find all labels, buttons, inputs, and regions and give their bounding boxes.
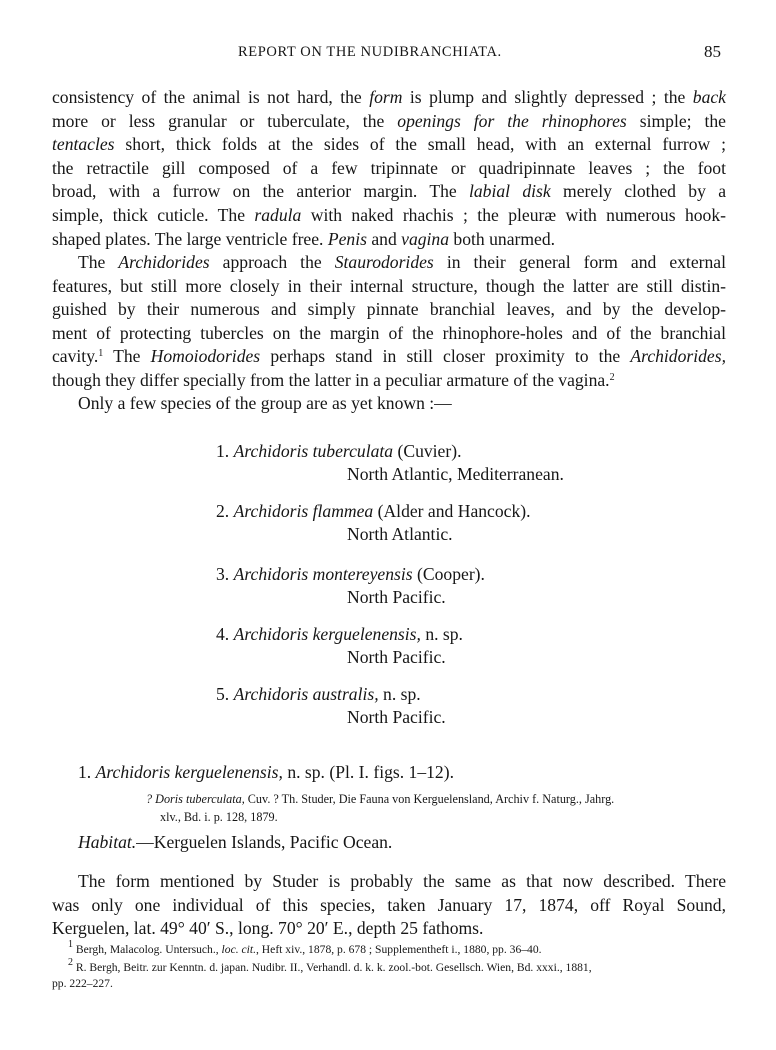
running-header [0,44,776,66]
species-heading: 1. Archidoris kerguelenensis, n. sp. (Pl. I. figs. 1–12). [78,762,454,782]
text-line: The Archidorides approach the Staurodorides in their general form and external [78,252,726,272]
paragraph-anatomy [52,86,726,251]
synonymy-entry: ? Doris tuberculata, Cuv. ? Th. Studer, Die Fauna von Kerguelensland, Archiv f. Naturg., Jahrg. xlv., Bd. i. p. 128, 1879. [146,792,615,824]
species-distribution: North Pacific. [347,587,446,607]
species-distribution: North Pacific. [347,647,446,667]
text-line: broad, with a furrow on the anterior margin. The labial disk merely clothed by a [52,181,727,202]
text-line: ment of protecting tubercles on the margin of the rhinophore-holes and of the branchial [52,322,726,343]
text-line: though they differ specially from the latter in a peculiar armature of the vagina.$^2$ [52,369,615,390]
footnote-ref-1: 1 [98,348,104,360]
text-line: features, but still more closely in their internal structure, though the latter are still distin- [52,275,726,296]
species-list-item: 3. Archidoris montereyensis (Cooper). North Pacific. [216,564,485,607]
running-title: REPORT ON THE NUDIBRANCHIATA. [238,44,502,60]
species-list-item: 2. Archidoris flammea (Alder and Hancock). North Atlantic. [216,501,531,544]
text-line: guished by their numerous and simply pinnate branchial leaves, and by the develop- [52,299,726,320]
page-number: 85 [704,42,721,61]
paragraph-comparison [52,251,726,393]
intro-line: Only a few species of the group are as yet known :— [78,393,452,413]
species-distribution: North Atlantic. [347,524,453,544]
text-line: tentacles short, thick folds at the sides of the small head, with an external furrow ; [52,134,726,155]
text-line: cavity.$^1$ The Homoiodorides perhaps stand in still closer proximity to the Archidorides, [52,346,726,367]
footnote-2-continuation: pp. 222–227. [52,977,113,990]
text-line: the retractile gill composed of a few tripinnate or quadripinnate leaves ; the foot [52,157,726,178]
text-line: more or less granular or tuberculate, the openings for the rhinophores simple; the [52,110,726,131]
species-list-item: 4. Archidoris kerguelenensis, n. sp. North Pacific. [216,624,463,667]
text-line: simple, thick cuticle. The radula with naked rhachis ; the pleuræ with numerous hook- [52,204,726,225]
species-distribution: North Pacific. [347,707,446,727]
text-line: was only one individual of this species, taken January 17, 1874, off Royal Sound, [52,894,726,915]
footnote-ref-2: 2 [609,371,615,383]
species-distribution: North Atlantic, Mediterranean. [347,464,564,484]
habitat-line: Habitat.—Kerguelen Islands, Pacific Ocean. [78,832,393,852]
footnote-2: $^2$ R. Bergh, Beitr. zur Kenntn. d. japan. Nudibr. II., Verhandl. d. k. k. zool.-bot. Gesellsch. Wien, Bd. xxxi., 1881, [68,957,592,974]
species-list-item: 5. Archidoris australis, n. sp. North Pacific. [216,684,446,727]
text-line: consistency of the animal is not hard, the form is plump and slightly depressed ; the back [52,87,726,107]
text-line: shaped plates. The large ventricle free. Penis and vagina both unarmed. [52,228,556,249]
text-line: The form mentioned by Studer is probably the same as that now described. There [78,871,726,891]
paragraph-collection [52,870,726,941]
species-list-item: 1. Archidoris tuberculata (Cuvier). North Atlantic, Mediterranean. [216,441,564,484]
text-line: Kerguelen, lat. 49° 40′ S., long. 70° 20′ E., depth 25 fathoms. [52,918,484,939]
footnote-1: $^1$ Bergh, Malacolog. Untersuch., loc. cit., Heft xiv., 1878, p. 678 ; Supplementheft i., 1880, pp. 36–40. [68,939,542,956]
